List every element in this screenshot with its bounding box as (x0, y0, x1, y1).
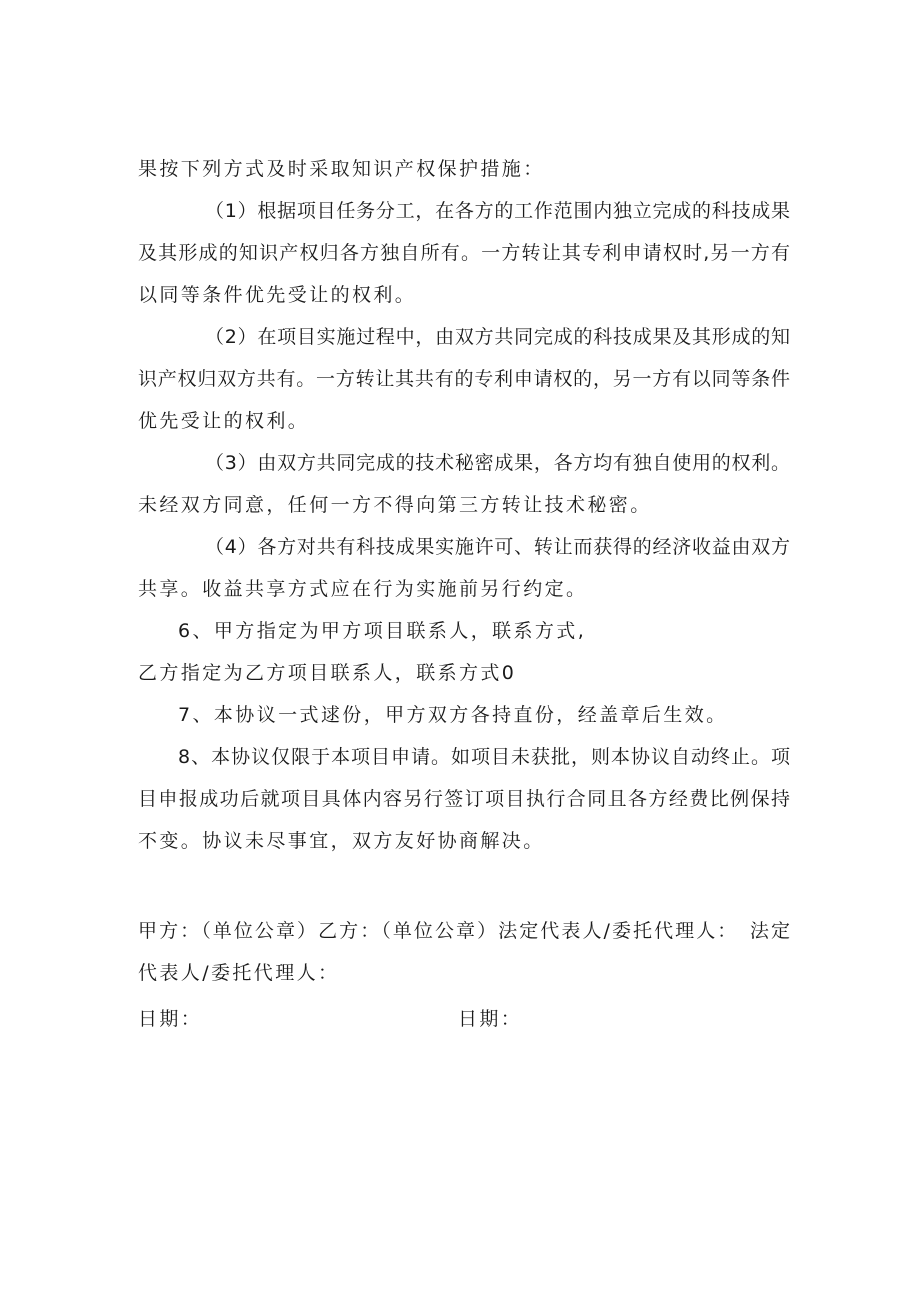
clause-1-line: （1）根据项目任务分工，在各方的工作范围内独立完成的科技成果 (205, 200, 790, 222)
signature-block (138, 920, 790, 984)
date-label-party-b: 日期： (458, 1008, 523, 1030)
clause-2-line: 识产权归双方共有。一方转让其共有的专利申请权的，另一方有以同等条件 (138, 368, 790, 390)
signature-line: 甲方：（单位公章）乙方：（单位公章）法定代表人/委托代理人： 法定 (138, 920, 790, 942)
date-label-party-a: 日期： (138, 1008, 203, 1030)
item-8 (138, 746, 790, 852)
intro-line: 果按下列方式及时采取知识产权保护措施： (138, 158, 545, 180)
item-6-line: 6、甲方指定为甲方项目联系人，联系方式, (178, 620, 587, 642)
item-6 (138, 620, 790, 684)
clause-3 (138, 452, 790, 516)
item-8-line: 8、本协议仅限于本项目申请。如项目未获批，则本协议自动终止。项 (178, 746, 790, 768)
clause-2 (138, 326, 790, 432)
clause-3-line: （3）由双方共同完成的技术秘密成果，各方均有独自使用的权利。 (205, 452, 790, 474)
clause-2-line: 优先受让的权利。 (138, 410, 310, 432)
clause-1 (138, 200, 790, 306)
clause-1-line: 及其形成的知识产权归各方独自所有。一方转让其专利申请权时,另一方有 (138, 242, 790, 264)
document-body (138, 158, 790, 1030)
item-6-line: 乙方指定为乙方项目联系人，联系方式0 (138, 662, 517, 684)
item-8-line: 目申报成功后就项目具体内容另行签订项目执行合同且各方经费比例保持 (138, 788, 790, 810)
clause-3-line: 未经双方同意，任何一方不得向第三方转让技术秘密。 (138, 494, 652, 516)
item-8-line: 不变。协议未尽事宜，双方友好协商解决。 (138, 830, 545, 852)
signature-line: 代表人/委托代理人： (138, 962, 340, 984)
clause-1-line: 以同等条件优先受让的权利。 (138, 284, 417, 306)
clause-4-line: （4）各方对共有科技成果实施许可、转让而获得的经济收益由双方 (205, 536, 790, 558)
item-7 (138, 704, 790, 726)
item-7-line: 7、本协议一式逑份，甲方双方各持直份，经盖章后生效。 (178, 704, 728, 726)
date-row (138, 1008, 790, 1030)
clause-4-line: 共享。收益共享方式应在行为实施前另行约定。 (138, 578, 588, 600)
clause-4 (138, 536, 790, 600)
clause-2-line: （2）在项目实施过程中，由双方共同完成的科技成果及其形成的知 (205, 326, 790, 348)
